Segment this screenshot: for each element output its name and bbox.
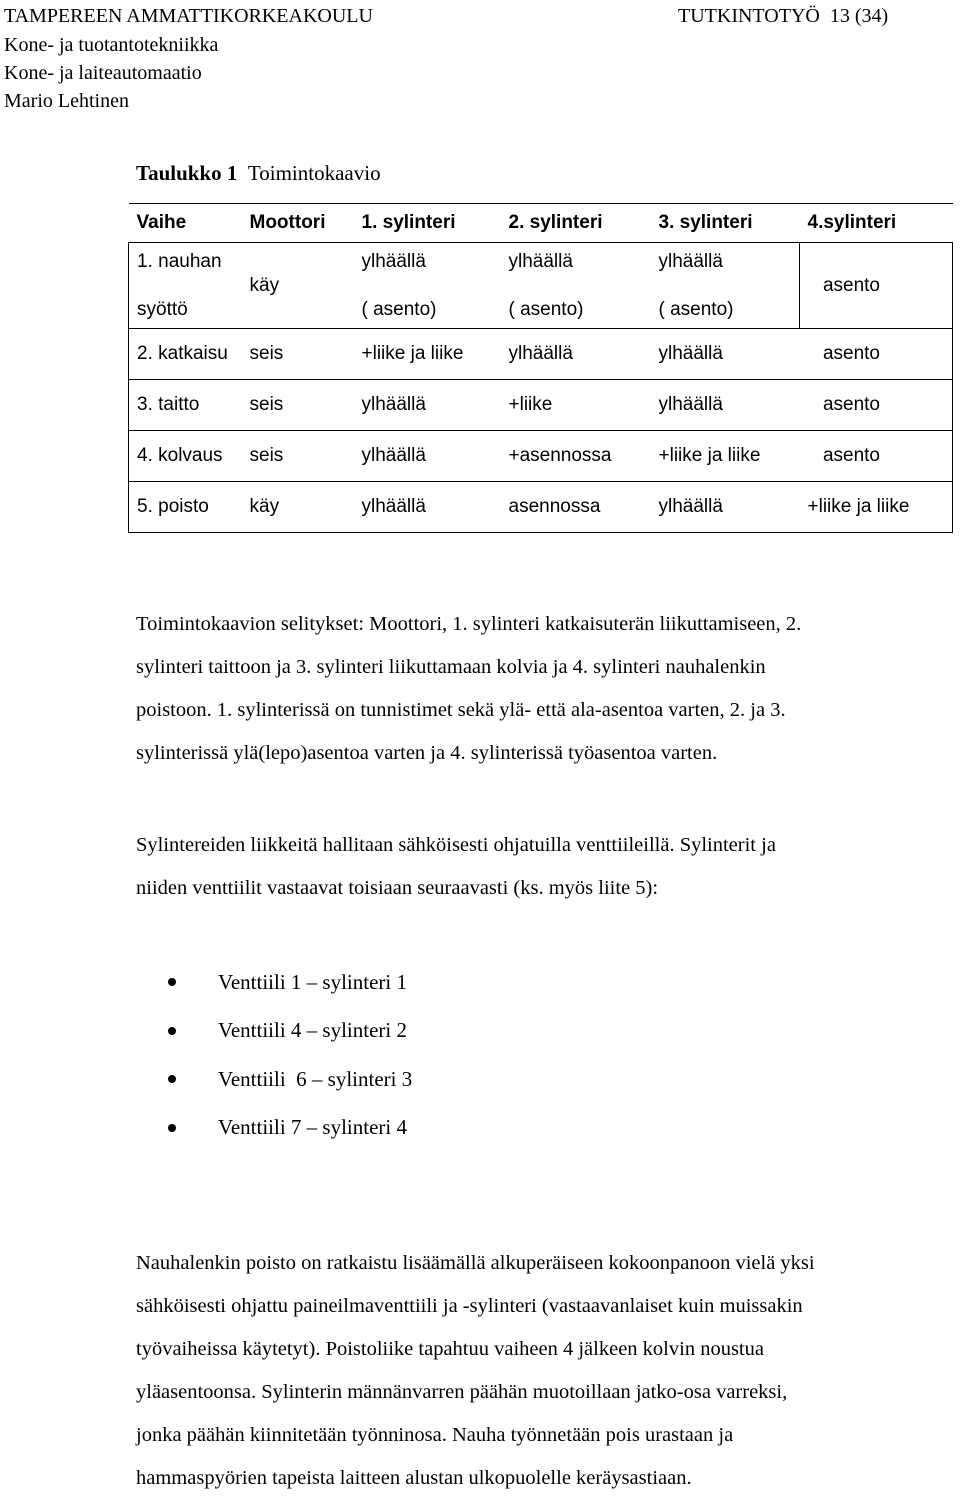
table-cell: ylhäällä (501, 329, 651, 380)
paragraph-line: jonka päähän kiinnitetään työnninosa. Nauha työnnetään pois urastaan ja (136, 1424, 734, 1446)
list-item (160, 958, 412, 1007)
table-cell: ylhäällä (651, 482, 800, 533)
bullet-icon (168, 1124, 176, 1132)
paragraph-line: sylinterissä ylä(lepo)asentoa varten ja 4. sylinterissä työasentoa varten. (136, 742, 718, 764)
table-row (129, 431, 953, 482)
bullet-icon (168, 1075, 176, 1083)
table-cell: asennossa (501, 482, 651, 533)
paragraph-line: työvaiheissa käytetyt). Poistoliike tapahtuu vaiheen 4 jälkeen kolvin noustua (136, 1338, 764, 1360)
paragraph-line: Toimintokaavion selitykset: Moottori, 1. sylinteri katkaisuterän liikuttamiseen, 2. (136, 613, 802, 635)
header-cell: 3. sylinteri (651, 204, 800, 243)
table-row (129, 482, 953, 533)
paragraph-line: sähköisesti ohjattu paineilmaventtiili ja -sylinteri (vastaavanlaiset kuin muissakin (136, 1295, 803, 1317)
list-item-text: Venttiili 7 – sylinteri 4 (218, 1115, 407, 1140)
table-cell: +liike ja liike (800, 482, 953, 533)
paragraph-line: Sylintereiden liikkeitä hallitaan sähköisesti ohjatuilla venttiileillä. Sylinterit ja (136, 834, 776, 856)
paragraph-line: yläasentoonsa. Sylinterin männänvarren päähän muotoillaan jatko-osa varreksi, (136, 1381, 788, 1403)
table-cell: +liike ja liike (354, 329, 501, 380)
table-cell: seis (242, 380, 354, 431)
bullet-icon (168, 978, 176, 986)
table-cell: 4. kolvaus (129, 431, 242, 482)
table-row (129, 329, 953, 380)
header-cell: Moottori (242, 204, 354, 243)
paragraph-line: Nauhalenkin poisto on ratkaistu lisäämällä alkuperäiseen kokoonpanoon vielä yksi (136, 1252, 815, 1274)
table-cell (651, 243, 800, 329)
table-cell: käy (249, 274, 280, 296)
cell-text: syöttö (137, 298, 188, 320)
table-cell: ylhäällä (651, 329, 800, 380)
table-cell: +liike ja liike (651, 431, 800, 482)
table-cell: käy (242, 482, 354, 533)
header-author: Mario Lehtinen (4, 90, 129, 112)
table-cell: ylhäällä (651, 380, 800, 431)
cell-text: ( asento) (361, 298, 437, 320)
table-header-row (129, 204, 953, 243)
cell-text: ylhäällä (508, 250, 573, 272)
table-cell: ylhäällä (354, 380, 501, 431)
table-cell (501, 243, 651, 329)
list-item-text: Venttiili 4 – sylinteri 2 (218, 1018, 407, 1043)
list-item-text: Venttiili 6 – sylinteri 3 (218, 1066, 413, 1091)
header-specialization: Kone- ja laiteautomaatio (4, 62, 202, 84)
header-page-number: 13 (34) (829, 5, 889, 27)
function-chart-table (128, 203, 952, 533)
table-caption (136, 160, 381, 186)
paragraph-line: sylinteri taittoon ja 3. sylinteri liikuttamaan kolvia ja 4. sylinteri nauhalenkin (136, 656, 766, 678)
header-doc-type: TUTKINTOTYÖ (678, 5, 820, 27)
table-cell: ylhäällä (354, 431, 501, 482)
list-item (160, 1055, 412, 1104)
valve-list (160, 958, 412, 1152)
header-cell: 2. sylinteri (501, 204, 651, 243)
table-row (129, 380, 953, 431)
paragraph-line: poistoon. 1. sylinterissä on tunnistimet sekä ylä- että ala-asentoa varten, 2. ja 3. (136, 699, 786, 721)
header-doc-info (678, 4, 888, 28)
header-org: TAMPEREEN AMMATTIKORKEAKOULU (4, 5, 373, 27)
header-cell: Vaihe (129, 204, 242, 243)
control-paragraph (136, 824, 946, 910)
table-row (129, 243, 953, 329)
table-cell: 3. taitto (129, 380, 242, 431)
table-cell: seis (242, 329, 354, 380)
table-cell: ylhäällä (354, 482, 501, 533)
cell-text: ( asento) (658, 298, 734, 320)
paragraph-line: niiden venttiilit vastaavat toisiaan seuraavasti (ks. myös liite 5): (136, 877, 659, 899)
cell-text: ylhäällä (361, 250, 426, 272)
explanation-paragraph (136, 603, 946, 775)
cell-text: 1. nauhan (137, 250, 222, 272)
cell-text: ylhäällä (658, 250, 723, 272)
table-cell: seis (242, 431, 354, 482)
table-caption-label: Taulukko 1 (136, 161, 238, 185)
table-cell: asento (800, 431, 953, 482)
list-item (160, 1104, 412, 1153)
table-cell (129, 243, 242, 329)
header-cell: 4.sylinteri (800, 204, 953, 243)
table-cell: 5. poisto (129, 482, 242, 533)
table-cell: asento (800, 243, 953, 329)
header-degree: Kone- ja tuotantotekniikka (4, 34, 219, 56)
table-cell (354, 243, 501, 329)
list-item-text: Venttiili 1 – sylinteri 1 (218, 969, 407, 994)
table-cell: +asennossa (501, 431, 651, 482)
cell-text: ( asento) (508, 298, 584, 320)
list-item (160, 1007, 412, 1056)
table-cell: 2. katkaisu (129, 329, 242, 380)
header-cell: 1. sylinteri (354, 204, 501, 243)
paragraph-line: hammaspyörien tapeista laitteen alustan ulkopuolelle keräysastiaan. (136, 1467, 692, 1489)
table-cell: +liike (501, 380, 651, 431)
table-caption-title: Toimintokaavio (247, 161, 381, 185)
removal-paragraph (136, 1242, 946, 1500)
bullet-icon (168, 1027, 176, 1035)
table-cell: asento (800, 380, 953, 431)
table-cell: asento (800, 329, 953, 380)
